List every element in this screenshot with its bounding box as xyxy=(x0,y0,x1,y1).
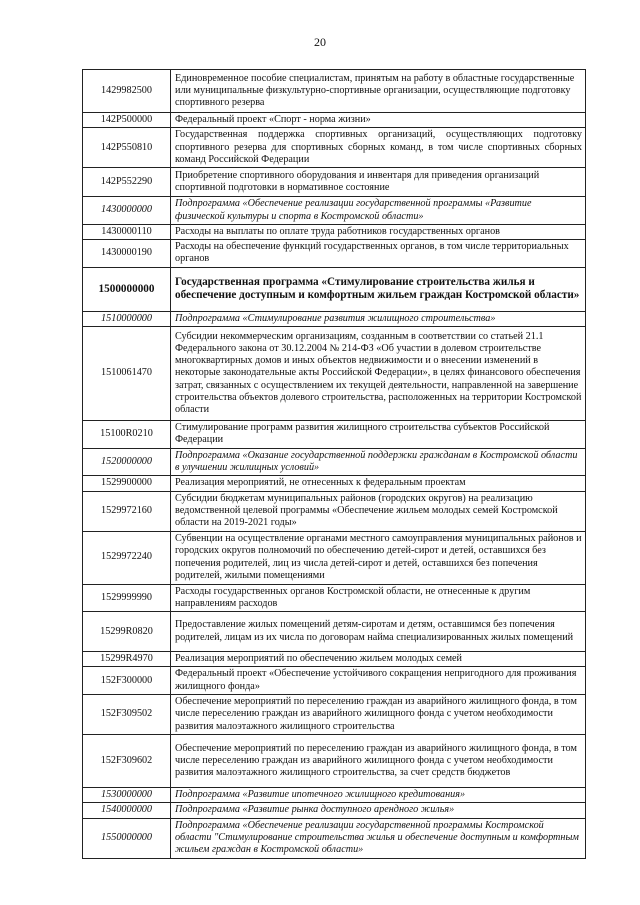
row-description: Государственная программа «Стимулирование строительства жилья и обеспечение доступным и комфортным жильем граждан Костромской области» xyxy=(171,267,586,311)
row-description: Субсидии бюджетам муниципальных районов (городских округов) на реализацию ведомственной целевой программы «Обеспечение жильем молодых семей Костромской области на 2019-2021 годы» xyxy=(171,491,586,531)
table-row xyxy=(83,197,586,225)
row-code: 142P500000 xyxy=(83,113,171,128)
row-code: 1530000000 xyxy=(83,788,171,803)
row-description: Обеспечение мероприятий по переселению граждан из аварийного жилищного фонда, в том числе переселению граждан из аварийного жилищного фонда с учетом необходимости развития малоэтажного жилищного строительства, за счет средств бюджетов xyxy=(171,735,586,788)
row-description: Подпрограмма «Стимулирование развития жилищного строительства» xyxy=(171,311,586,326)
row-description: Расходы на выплаты по оплате труда работников государственных органов xyxy=(171,224,586,239)
table-row xyxy=(83,267,586,311)
row-code: 1430000190 xyxy=(83,240,171,268)
row-code: 152F309602 xyxy=(83,735,171,788)
table-row xyxy=(83,491,586,531)
row-code: 142P550810 xyxy=(83,128,171,168)
page-number: 20 xyxy=(314,35,326,49)
table-row xyxy=(83,327,586,421)
table-row xyxy=(83,224,586,239)
row-code: 1500000000 xyxy=(83,267,171,311)
table-row xyxy=(83,818,586,858)
table-row xyxy=(83,667,586,695)
row-code: 1550000000 xyxy=(83,818,171,858)
row-code: 1529972240 xyxy=(83,531,171,584)
row-code: 1510000000 xyxy=(83,311,171,326)
row-code: 152F309502 xyxy=(83,695,171,735)
row-code: 15299R4970 xyxy=(83,652,171,667)
row-code: 1429982500 xyxy=(83,70,171,113)
table-row xyxy=(83,652,586,667)
row-description: Реализация мероприятий по обеспечению жильем молодых семей xyxy=(171,652,586,667)
row-description: Реализация мероприятий, не отнесенных к федеральным проектам xyxy=(171,476,586,491)
row-description: Расходы на обеспечение функций государственных органов, в том числе территориальных органов xyxy=(171,240,586,268)
table-row xyxy=(83,240,586,268)
table-row xyxy=(83,168,586,197)
row-description: Подпрограмма «Оказание государственной поддержки гражданам в Костромской области в улучшении жилищных условий» xyxy=(171,448,586,476)
row-code: 152F300000 xyxy=(83,667,171,695)
table-row xyxy=(83,70,586,113)
row-description: Федеральный проект «Спорт - норма жизни» xyxy=(171,113,586,128)
table-row xyxy=(83,788,586,803)
row-description: Обеспечение мероприятий по переселению граждан из аварийного жилищного фонда, в том числе переселению граждан из аварийного жилищного фонда с учетом необходимости развития малоэтажного жилищного строительства xyxy=(171,695,586,735)
table-row xyxy=(83,476,586,491)
table-row xyxy=(83,584,586,612)
row-code: 1430000110 xyxy=(83,224,171,239)
table-row xyxy=(83,448,586,476)
table-row xyxy=(83,695,586,735)
row-code: 1540000000 xyxy=(83,803,171,818)
table-row xyxy=(83,311,586,326)
row-code: 1430000000 xyxy=(83,197,171,225)
row-description: Подпрограмма «Развитие рынка доступного арендного жилья» xyxy=(171,803,586,818)
table-row xyxy=(83,612,586,652)
row-description: Единовременное пособие специалистам, принятым на работу в областные государственные или муниципальные физкультурно-спортивные организации, осуществляющие подготовку спортивного резерва xyxy=(171,70,586,113)
row-code: 1529900000 xyxy=(83,476,171,491)
row-description: Подпрограмма «Обеспечение реализации государственной программы Костромской области "Стимулирование строительства жилья и обеспечение доступным и комфортным жильем граждан в Костромской области» xyxy=(171,818,586,858)
row-description: Подпрограмма «Развитие ипотечного жилищного кредитования» xyxy=(171,788,586,803)
budget-classification-table xyxy=(82,69,586,859)
table-row xyxy=(83,531,586,584)
row-code: 15299R0820 xyxy=(83,612,171,652)
row-code: 1520000000 xyxy=(83,448,171,476)
row-description: Расходы государственных органов Костромской области, не отнесенные к другим направлениям расходов xyxy=(171,584,586,612)
row-description: Субвенции на осуществление органами местного самоуправления муниципальных районов и городских округов полномочий по обеспечению детей-сирот и детей, оставшихся без попечения родителей, лиц из числа детей-сирот и детей, оставшихся без попечения родителей, жилыми помещениями xyxy=(171,531,586,584)
row-description: Стимулирование программ развития жилищного строительства субъектов Российской Федерации xyxy=(171,421,586,449)
row-code: 15100R0210 xyxy=(83,421,171,449)
row-description: Предоставление жилых помещений детям-сиротам и детям, оставшимся без попечения родителей, лицам из их числа по договорам найма специализированных жилых помещений xyxy=(171,612,586,652)
row-description: Приобретение спортивного оборудования и инвентаря для приведения организаций спортивной подготовки в нормативное состояние xyxy=(171,168,586,197)
row-code: 142P552290 xyxy=(83,168,171,197)
table-row xyxy=(83,735,586,788)
row-description: Подпрограмма «Обеспечение реализации государственной программы «Развитие физической культуры и спорта в Костромской области» xyxy=(171,197,586,225)
row-description: Федеральный проект «Обеспечение устойчивого сокращения непригодного для проживания жилищного фонда» xyxy=(171,667,586,695)
row-code: 1529972160 xyxy=(83,491,171,531)
row-code: 1529999990 xyxy=(83,584,171,612)
row-description: Государственная поддержка спортивных организаций, осуществляющих подготовку спортивного резерва для спортивных сборных команд, в том числе спортивных сборных команд Российской Федерации xyxy=(171,128,586,168)
table-row xyxy=(83,421,586,449)
table-row xyxy=(83,113,586,128)
table-row xyxy=(83,128,586,168)
row-code: 1510061470 xyxy=(83,327,171,421)
table-row xyxy=(83,803,586,818)
row-description: Субсидии некоммерческим организациям, созданным в соответствии со статьей 21.1 Федерального закона от 30.12.2004 № 214-ФЗ «Об участии в долевом строительстве многоквартирных домов и иных объектов недвижимости и о внесении изменений в некоторые законодательные акты Российской Федерации», в целях финансового обеспечения затрат, связанных с осуществлением их текущей деятельности, направленной на завершение строительства объектов долевого строительства, расположенных на территории Костромской области xyxy=(171,327,586,421)
